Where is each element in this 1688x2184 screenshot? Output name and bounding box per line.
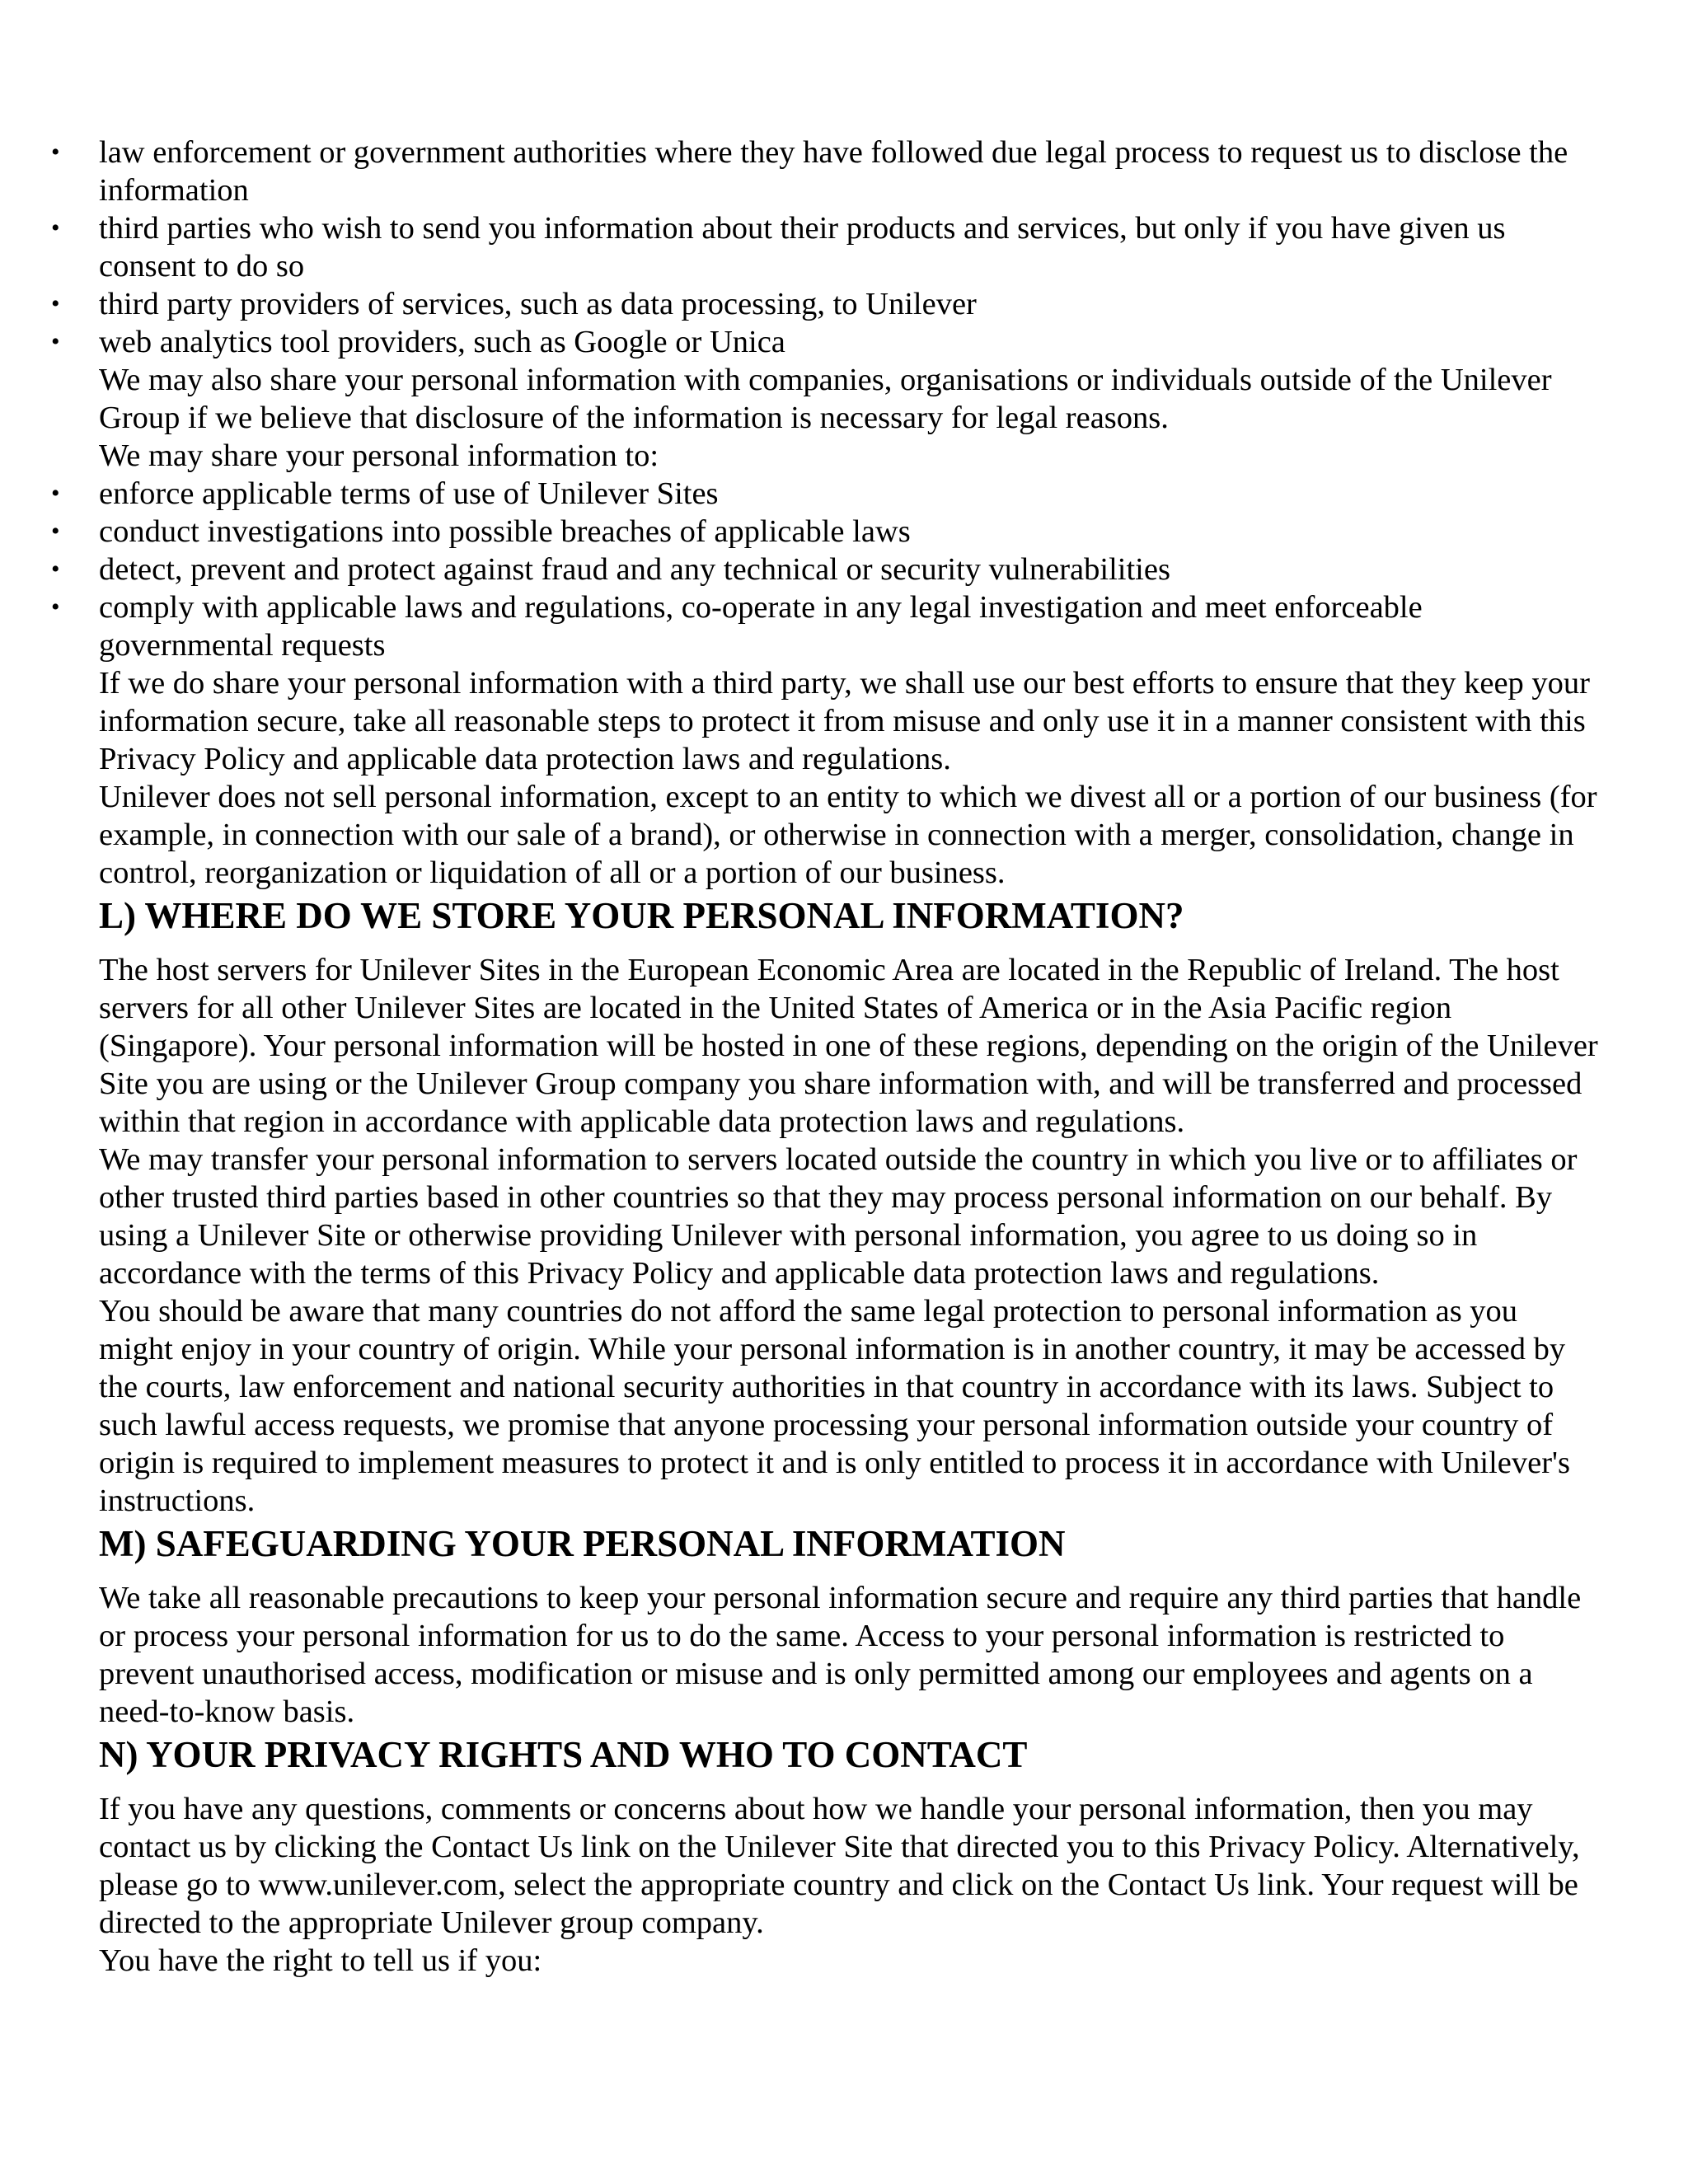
paragraph-share-legal: We may also share your personal information with companies, organisations or individuals outside of the Unilever Group if we believe that disclosure of the information is necessary for legal reasons. xyxy=(99,363,1552,435)
recipients-list xyxy=(99,134,1599,361)
list-item: • detect, prevent and protect against fraud and any technical or security vulnerabilities xyxy=(99,551,1599,588)
list-item: • enforce applicable terms of use of Unilever Sites xyxy=(99,475,1599,513)
section-heading-n: N) YOUR PRIVACY RIGHTS AND WHO TO CONTACT xyxy=(99,1734,1028,1775)
legal-reasons-list xyxy=(99,475,1599,664)
paragraph: You should be aware that many countries do not afford the same legal protection to personal information as you might enjoy in your country of origin. While your personal information is in another country, it may be accessed by the courts, law enforcement and national security authorities in that country in accordance with its laws. Subject to such lawful access requests, we promise that anyone processing your personal information outside your country of origin is required to implement measures to protect it and is only entitled to process it in accordance with Unilever's instructions. xyxy=(99,1294,1570,1518)
section-heading-m: M) SAFEGUARDING YOUR PERSONAL INFORMATION xyxy=(99,1523,1066,1564)
list-item: • third party providers of services, such as data processing, to Unilever xyxy=(99,285,1599,323)
paragraph: We may transfer your personal information to servers located outside the country in which you live or to affiliates or other trusted third parties based in other countries so that they may process personal information on our behalf. By using a Unilever Site or otherwise providing Unilever with personal information, you agree to us doing so in accordance with the terms of this Privacy Policy and applicable data protection laws and regulations. xyxy=(99,1142,1578,1291)
list-item: • web analytics tool providers, such as Google or Unica xyxy=(99,323,1599,361)
list-item: • conduct investigations into possible breaches of applicable laws xyxy=(99,513,1599,551)
list-item: • law enforcement or government authorities where they have followed due legal process to request us to disclose the information xyxy=(99,134,1599,209)
paragraph-third-party: If we do share your personal information with a third party, we shall use our best efforts to ensure that they keep your information secure, take all reasonable steps to protect it from misuse and only use it in a manner consistent with this Privacy Policy and applicable data protection laws and regulations. xyxy=(99,666,1590,776)
paragraph: If you have any questions, comments or concerns about how we handle your personal information, then you may contact us by clicking the Contact Us link on the Unilever Site that directed you to this Privacy Policy. Alternatively, please go to www.unilever.com, select the appropriate country and click on the Contact Us link. Your request will be directed to the appropriate Unilever group company. xyxy=(99,1792,1580,1940)
paragraph: We take all reasonable precautions to keep your personal information secure and require any third parties that handle or process your personal information for us to do the same. Access to your personal information is restricted to prevent unauthorised access, modification or misuse and is only permitted among our employees and agents on a need-to-know basis. xyxy=(99,1581,1582,1729)
section-heading-l: L) WHERE DO WE STORE YOUR PERSONAL INFORMATION? xyxy=(99,895,1184,936)
paragraph: The host servers for Unilever Sites in the European Economic Area are located in the Republic of Ireland. The host servers for all other Unilever Sites are located in the United States of America or in the Asia Pacific region (Singapore). Your personal information will be hosted in one of these regions, depending on the origin of the Unilever Site you are using or the Unilever Group company you share information with, and will be transferred and processed within that region in accordance with applicable data protection laws and regulations. xyxy=(99,953,1598,1139)
paragraph: You have the right to tell us if you: xyxy=(99,1943,542,1978)
list-item: • third parties who wish to send you information about their products and services, but only if you have given us consent to do so xyxy=(99,209,1599,285)
paragraph-share-to: We may share your personal information to: xyxy=(99,438,659,473)
paragraph-not-sell: Unilever does not sell personal information, except to an entity to which we divest all or a portion of our business (for example, in connection with our sale of a brand), or otherwise in connection with a merger, consolidation, change in control, reorganization or liquidation of all or a portion of our business. xyxy=(99,780,1597,890)
list-item: • comply with applicable laws and regulations, co-operate in any legal investigation and meet enforceable governmental requests xyxy=(99,588,1599,664)
